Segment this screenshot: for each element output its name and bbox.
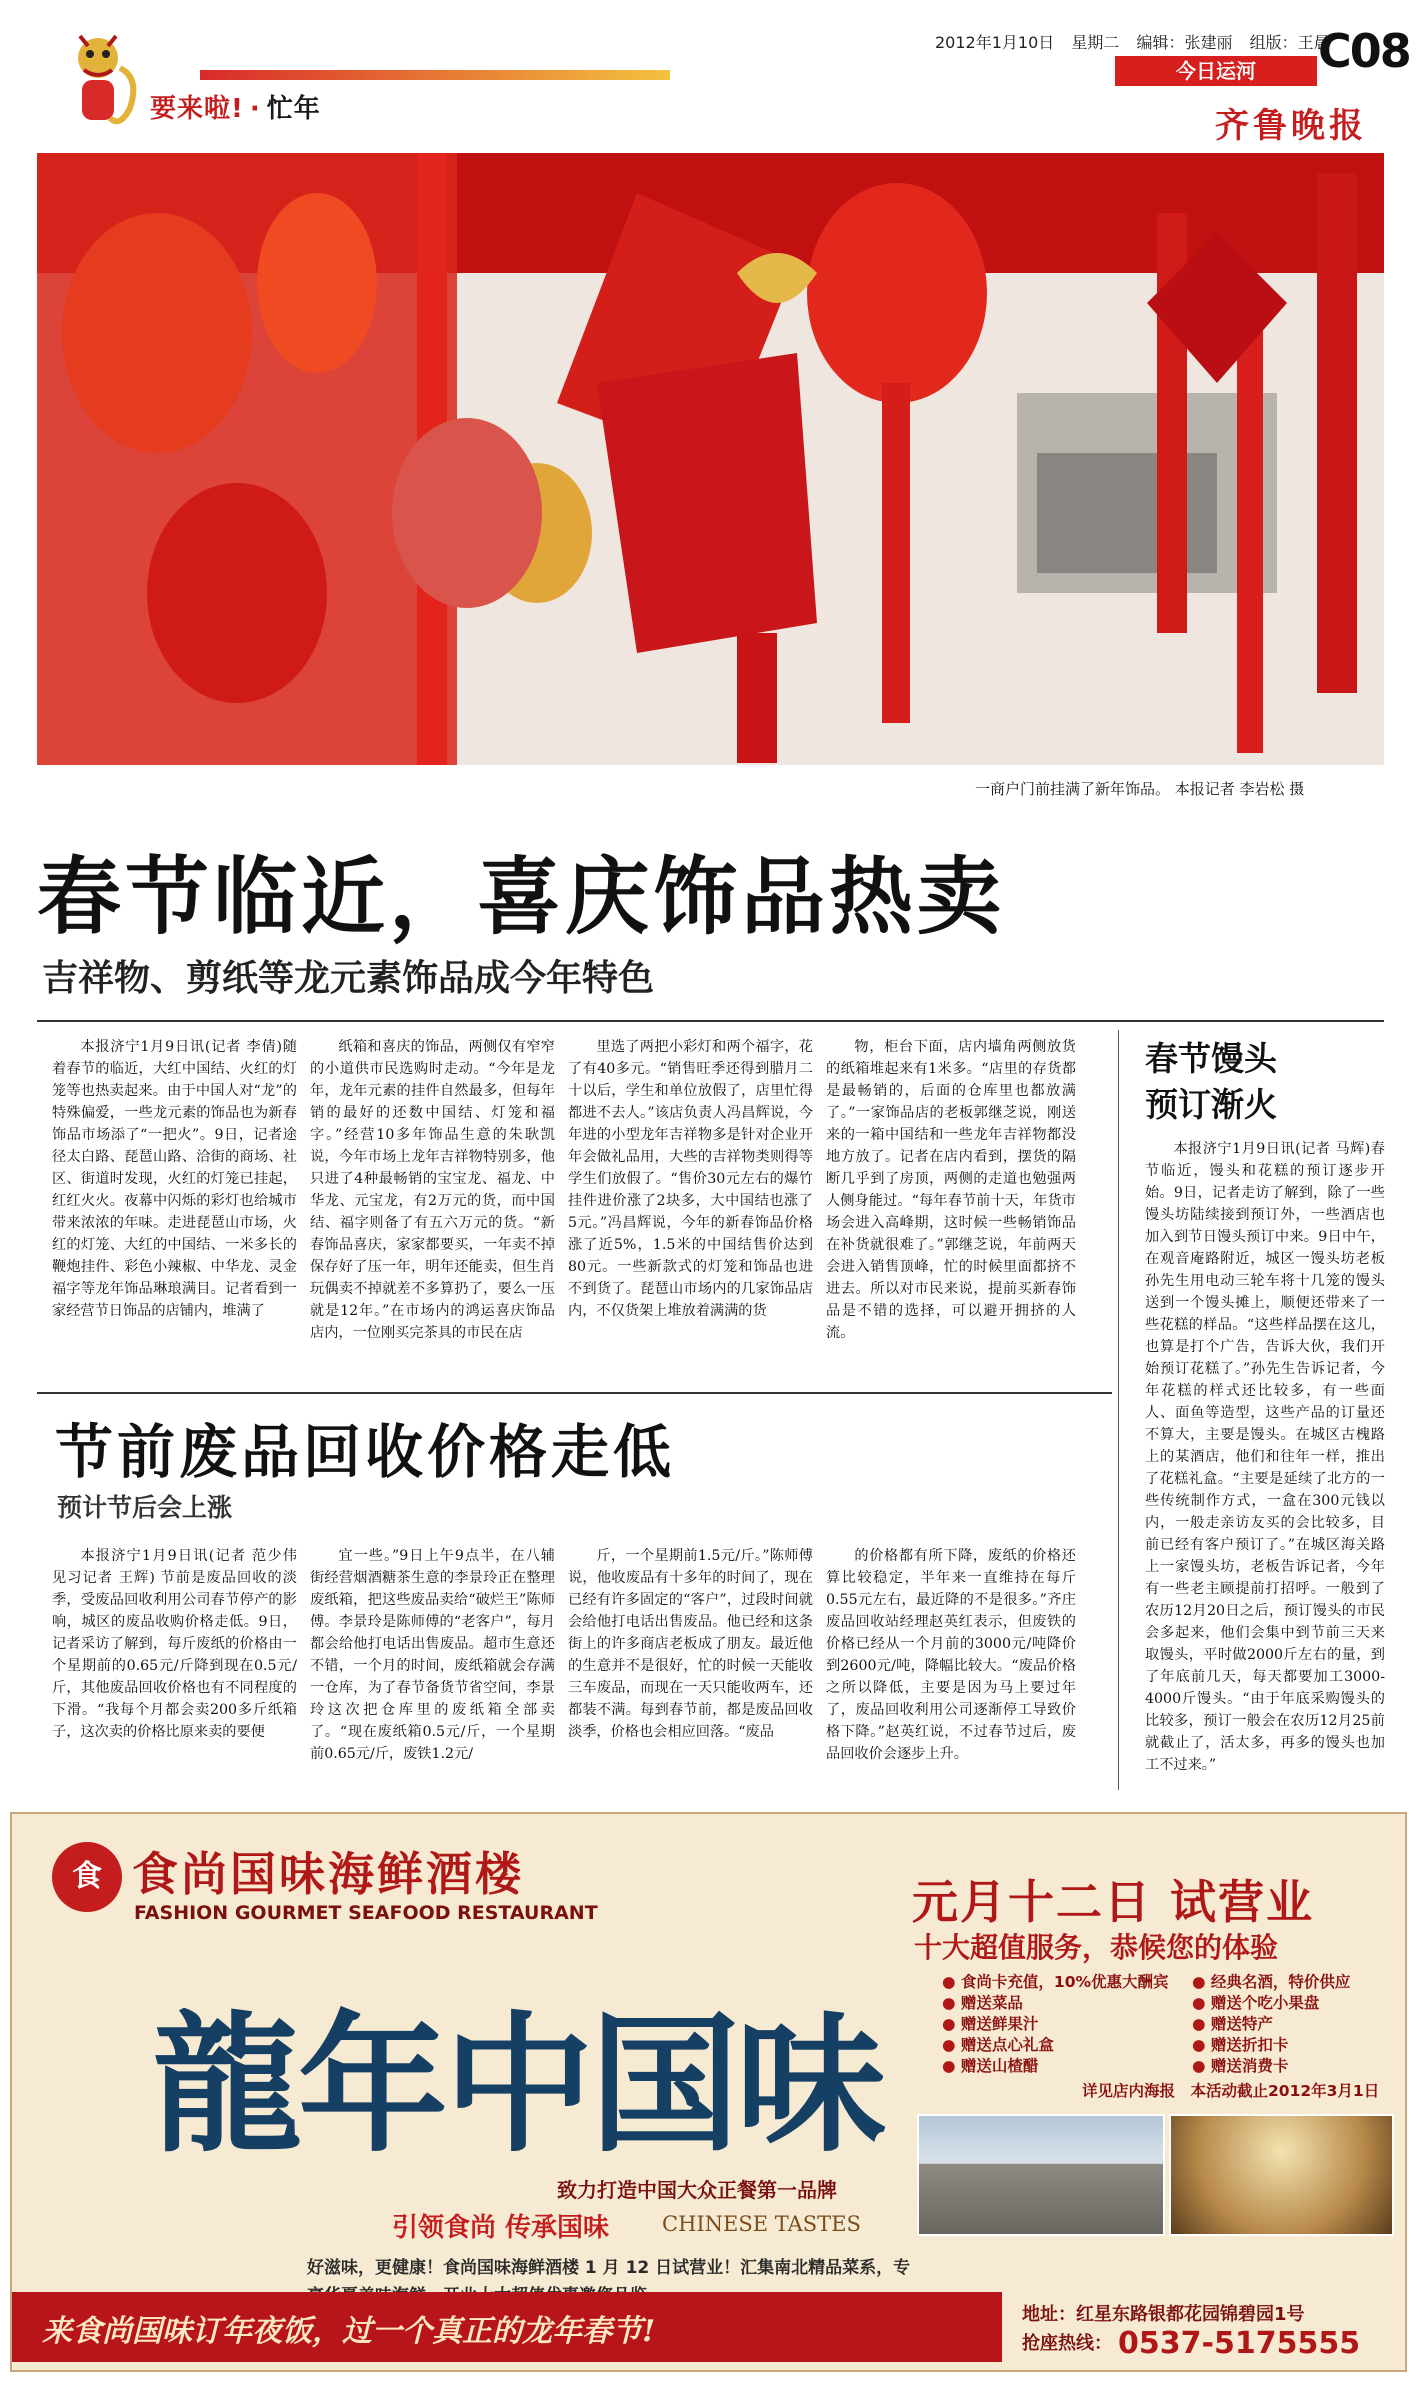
restaurant-name-en: FASHION GOURMET SEAFOOD RESTAURANT: [134, 1902, 598, 1924]
divider-rule: [37, 1020, 1384, 1022]
article2-column-3: [568, 1545, 813, 1790]
dining-room-photo: [1169, 2114, 1394, 2236]
ad-footer-slogan: 来食尚国味订年夜饭，过一个真正的龙年春节!: [42, 2314, 656, 2349]
photo-caption: 一商户门前挂满了新年饰品。 本报记者 李岩松 摄: [975, 780, 1305, 798]
article1-column-3: [568, 1036, 813, 1386]
ad-description: 好滋味，更健康！食尚国味海鲜酒楼 1 月 12 日试营业！汇集南北精品菜系，专: [307, 2258, 911, 2278]
service-list: [942, 1972, 1382, 2077]
building-photo: [917, 2114, 1165, 2236]
service-item: ● 赠送山楂醋: [942, 2056, 1192, 2077]
issue-editor: 编辑：张建丽: [1136, 33, 1233, 52]
dragon-mascot-icon: [60, 28, 140, 138]
slogan-busy: 忙年: [266, 94, 321, 124]
calligraphy-slogan: 龍年中国味: [152, 1997, 883, 2173]
service-item: ● 食尚卡充值，10%优惠大酬宾: [942, 1972, 1192, 1993]
header-accent-bar: [200, 70, 670, 80]
divider-rule-2: [37, 1392, 1112, 1394]
ad-motto-en: CHINESE TASTES: [662, 2212, 861, 2236]
service-row: [942, 2056, 1382, 2077]
service-row: [942, 1972, 1382, 1993]
service-row: [942, 2014, 1382, 2035]
restaurant-address: 地址：红星东路银都花园锦碧园1号: [1022, 2304, 1305, 2325]
service-item: ● 赠送特产: [1192, 2014, 1273, 2035]
restaurant-advertisement: [10, 1812, 1407, 2372]
issue-meta: [935, 30, 1342, 53]
article1-column-1: [52, 1036, 297, 1386]
brand-line: 致力打造中国大众正餐第一品牌: [557, 2178, 837, 2202]
article1-column-4: [826, 1036, 1076, 1386]
newspaper-name: 齐鲁晚报: [1215, 106, 1367, 146]
restaurant-logo-icon: 食: [52, 1842, 122, 1912]
promotion-note: 详见店内海报 本活动截止2012年3月1日: [1082, 2082, 1380, 2100]
service-item: ● 赠送个吃小果盘: [1192, 1993, 1319, 2014]
restaurant-name: 食尚国味海鲜酒楼: [132, 1847, 524, 1901]
service-item: ● 赠送折扣卡: [1192, 2035, 1288, 2056]
service-heading: 十大超值服务，恭候您的体验: [914, 1931, 1279, 1964]
service-item: ● 经典名酒，特价供应: [1192, 1972, 1350, 1993]
main-subheadline: 吉祥物、剪纸等龙元素饰品成今年特色: [42, 958, 655, 999]
slogan-separator: ·: [249, 94, 261, 124]
lanterns-photo-illustration: [37, 153, 1384, 765]
column-slogan: [150, 88, 321, 125]
sidebar-text: 本报济宁1月9日讯(记者 马辉)春节临近，馒头和花糕的预订逐步开始。9日，记者走访了解到，除了一些馒头坊陆续接到预订外，一些酒店也加入到节日馒头预订中来。9日中午，在观音庵路附近，城区一馒头坊老板孙先生用电动三轮车将十几笼的馒头送到一个馒头摊上，顺便还带来了一些花糕的样品。“这些样品摆在这儿，也算是打个广告，告诉大伙，我们开始预订花糕了。”孙先生告诉记者，今年花糕的样式还比较多，有一些面人、面鱼等造型，这些产品的订量还不算大，主要是馒头。在城区古槐路上的某酒店，他们和往年一样，推出了花糕礼盒。“主要是延续了北方的一些传统制作方式，一盒在300元钱以内，一般走亲访友买的会比较多，目前已经有客户预订了。”在城区海关路上一家馒头坊，老板告诉记者，今年有一些老主顾提前打招呼。一般到了农历12月20日之后，预订馒头的市民会多起来，他们会集中到节前三天来取馒头，平时做2000斤左右的量，到了年底前几天，每天都要加工3000-4000斤馒头。“由于年底采购馒头的比较多，预订一般会在农历12月25前就截止了，活太多，再多的馒头也加工不过来。”: [1145, 1141, 1385, 1773]
service-item: ● 赠送点心礼盒: [942, 2035, 1192, 2056]
opening-date: 元月十二日 试营业: [912, 1875, 1315, 1929]
page-number: C08: [1318, 24, 1410, 78]
article2-text-2: 宜一些。”9日上午9点半，在八辅街经营烟酒糖茶生意的李景玲正在整理废纸箱，把这些废品卖给“破烂王”陈师傅。李景玲是陈师傅的“老客户”，每月都会给他打电话出售废品。超市生意还不错，一个月的时间，废纸箱就会存满一仓库，为了春节备货节省空间，李景玲这次把仓库里的废纸箱全部卖了。“现在废纸箱0.5元/斤，一个星期前0.65元/斤，废铁1.2元/: [310, 1548, 555, 1762]
article1-text-4: 物，柜台下面，店内墙角两侧放货的纸箱堆起来有1米多。“店里的存货都是最畅销的，后面的仓库里也都放满了。”一家饰品店的老板郭继芝说，刚送来的一箱中国结和一些龙年吉祥物都没地方放了。记者在店内看到，摆货的隔断几乎到了房顶，两侧的走道也勉强两人侧身能过。“每年春节前十天，年货市场会进入高峰期，这时候一些畅销饰品在补货就很难了。”郭继芝说，年前两天会进入销售顶峰，忙的时候里面都挤不进去。所以对市民来说，提前买新春饰品是不错的选择，可以避开拥挤的人流。: [826, 1039, 1076, 1341]
section-label: 今日运河: [1115, 56, 1317, 86]
main-headline: 春节临近，喜庆饰品热卖: [37, 848, 1006, 946]
lead-photo: [37, 153, 1384, 765]
article1-text-3: 里选了两把小彩灯和两个福字，花了有40多元。“销售旺季还得到腊月二十以后，学生和单位放假了，店里忙得都进不去人。”该店负责人冯昌辉说，今年进的小型龙年吉祥物多是针对企业开年会做礼品用，大些的吉祥物类则得等学生们放假了。“售价30元左右的爆竹挂件进价涨了2块多，大中国结也涨了5元。”冯昌辉说，今年的新春饰品价格涨了近5%，1.5米的中国结售价达到80元。一些新款式的灯笼和饰品也进不到货了。琵琶山市场内的几家饰品店内，不仅货架上堆放着满满的货: [568, 1039, 813, 1319]
sidebar-divider: [1118, 1030, 1119, 1790]
masthead: [0, 0, 1417, 150]
service-item: ● 赠送鲜果汁: [942, 2014, 1192, 2035]
second-headline: 节前废品回收价格走低: [55, 1418, 676, 1486]
service-row: [942, 1993, 1382, 2014]
hotline-label: 抢座热线：: [1022, 2333, 1112, 2354]
reservation-hotline: [1022, 2326, 1360, 2361]
article2-text-4: 的价格都有所下降，废纸的价格还算比较稳定，半年来一直维持在每斤0.55元左右，最近降的不是很多。”齐庄废品回收站经理赵英红表示，但废铁的价格已经从一个月前的3000元/吨降价到2600元/吨，降幅比较大。“废品价格之所以降低，主要是因为马上要过年了，废品回收利用公司逐渐停工导致价格下降。”赵英红说，不过春节过后，废品回收价会逐步上升。: [826, 1548, 1076, 1762]
sidebar-column: [1145, 1138, 1385, 1788]
service-item: ● 赠送消费卡: [1192, 2056, 1288, 2077]
issue-weekday: 星期二: [1071, 33, 1120, 52]
ad-motto: 引领食尚 传承国味: [392, 2213, 610, 2243]
article1-text-1: 本报济宁1月9日讯(记者 李倩)随着春节的临近，大红中国结、火红的灯笼等也热卖起来。由于中国人对“龙”的特殊偏爱，一些龙元素的饰品也为新春饰品市场添了“一把火”。9日，记者途径太白路、琵琶山路、洽街的商场、社区、街道时发现，火红的灯笼已挂起，红红火火。夜幕中闪烁的彩灯也给城市带来浓浓的年味。走进琵琶山市场，火红的灯笼、大红的中国结、一米多长的鞭炮挂件、彩色小辣椒、中华龙、灵金福字等龙年饰品琳琅满目。记者看到一家经营节日饰品的店铺内，堆满了: [52, 1039, 297, 1319]
article2-text-3: 斤，一个星期前1.5元/斤。”陈师傅说，他收废品有十多年的时间了，现在已经有许多固定的“客户”，过段时间就会给他打电话出售废品。他已经和这条街上的许多商店老板成了朋友。最近他的生意并不是很好，忙的时候一天能收三车废品，而现在一天只能收两车，还都装不满。每到春节前，都是废品回收淡季，价格也会相应回落。“废品: [568, 1548, 813, 1740]
issue-date: 2012年1月10日: [935, 33, 1055, 52]
second-subheadline: 预计节后会上涨: [57, 1493, 233, 1522]
article2-column-4: [826, 1545, 1076, 1790]
service-row: [942, 2035, 1382, 2056]
hotline-number: 0537-5175555: [1118, 2326, 1361, 2361]
sidebar-headline-line1: 春节馒头: [1145, 1039, 1277, 1078]
article2-column-2: [310, 1545, 555, 1790]
service-item: ● 赠送菜品: [942, 1993, 1192, 2014]
article2-text-1: 本报济宁1月9日讯(记者 范少伟 见习记者 王辉) 节前是废品回收的淡季，受废品回收利用公司春节停产的影响，城区的废品收购价格走低。9日，记者采访了解到，每斤废纸的价格由一个星期前的0.65元/斤降到现在0.5元/斤，其他废品回收价格也有不同程度的下滑。“我每个月都会卖200多斤纸箱子，这次卖的价格比原来卖的要便: [52, 1548, 297, 1740]
sidebar-headline: [1145, 1036, 1277, 1128]
article2-column-1: [52, 1545, 297, 1790]
sidebar-headline-line2: 预订渐火: [1145, 1085, 1277, 1124]
article1-text-2: 纸箱和喜庆的饰品，两侧仅有窄窄的小道供市民选购时走动。“今年是龙年，龙年元素的挂件自然最多，但每年销的最好的还数中国结、灯笼和福字。”经营10多年饰品生意的朱耿凯说，今年市场上龙年吉祥物特别多，他只进了4种最畅销的宝宝龙、福龙、中华龙、元宝龙，有2万元的货，而中国结、福字则备了有五六万元的货。“新春饰品喜庆，家家都要买，一年卖不掉保存好了压一年，明年还能卖，但生肖玩偶卖不掉就差不多算扔了，要么一压就是12年。”在市场内的鸿运喜庆饰品店内，一位刚买完茶具的市民在店: [310, 1039, 555, 1341]
issue-designer: 组版：王晨: [1249, 33, 1330, 52]
slogan-text: 要来啦!: [150, 94, 244, 124]
article1-column-2: [310, 1036, 555, 1386]
